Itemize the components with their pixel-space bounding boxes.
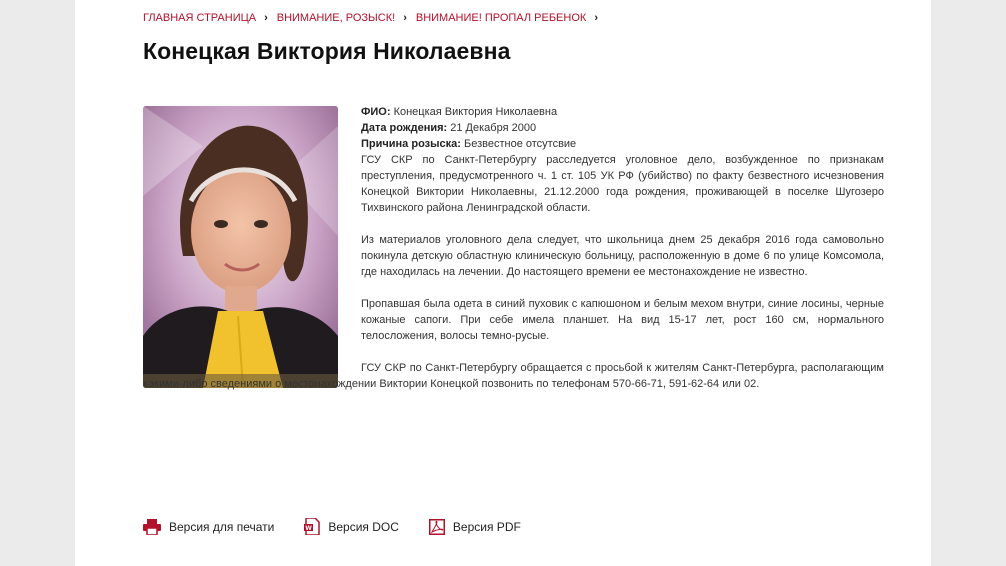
svg-text:W: W bbox=[305, 524, 313, 532]
word-doc-icon bbox=[304, 518, 320, 535]
pdf-version-label: Версия PDF bbox=[452, 519, 521, 534]
dob-label: Дата рождения: bbox=[361, 122, 448, 134]
paragraph-circumstances: Из материалов уголовного дела следует, что школьница днем 25 декабря 2016 года самовольно покинула детскую областную клиническую больницу, расположенную в доме 6 по улице Комсомола, где находилась на лечении. До настоящего времени ее местонахождение не известно. bbox=[361, 234, 884, 278]
breadcrumb-wanted-link[interactable]: ВНИМАНИЕ, РОЗЫСК! bbox=[276, 12, 396, 24]
chevron-right-icon: › bbox=[403, 12, 407, 24]
chevron-right-icon: › bbox=[594, 12, 598, 24]
print-version-label: Версия для печати bbox=[169, 519, 275, 534]
reason-row bbox=[361, 136, 884, 152]
pdf-version-link[interactable] bbox=[429, 519, 521, 535]
doc-version-label: Версия DOC bbox=[328, 519, 399, 534]
fio-label: ФИО: bbox=[361, 106, 391, 118]
printer-icon bbox=[143, 519, 161, 535]
download-links bbox=[143, 518, 551, 535]
paragraph-description: Пропавшая была одета в синий пуховик с капюшоном и белым мехом внутри, синие лосины, черные кожаные сапоги. При себе имела планшет. На вид 15-17 лет, рост 160 см, нормального телосложения, волосы темно-русые. bbox=[361, 298, 884, 342]
fio-value: Конецкая Виктория Николаевна bbox=[393, 106, 558, 118]
reason-label: Причина розыска: bbox=[361, 138, 461, 150]
article-content bbox=[143, 104, 884, 392]
page-title: Конецкая Виктория Николаевна bbox=[143, 38, 511, 64]
reason-value: Безвестное отсутсвие bbox=[463, 138, 577, 150]
pdf-icon bbox=[429, 519, 445, 535]
doc-version-link[interactable] bbox=[304, 518, 399, 535]
breadcrumb-home-link[interactable]: ГЛАВНАЯ СТРАНИЦА bbox=[143, 12, 257, 24]
breadcrumb bbox=[143, 12, 607, 24]
print-version-link[interactable] bbox=[143, 519, 274, 535]
page-container bbox=[75, 0, 931, 566]
dob-value: 21 Декабря 2000 bbox=[450, 122, 537, 134]
chevron-right-icon: › bbox=[264, 12, 268, 24]
breadcrumb-missing-child-link[interactable]: ВНИМАНИЕ! ПРОПАЛ РЕБЕНОК bbox=[415, 12, 587, 24]
paragraph-appeal-text: ГСУ СКР по Санкт-Петербургу обращается с просьбой к жителям Санкт-Петербурга, располагающим какими-либо сведениями о местонахождении Виктории Конецкой позвонить по телефонам 570-66-71, 591-62-64 или 02. bbox=[143, 362, 884, 390]
fio-row bbox=[361, 104, 884, 120]
paragraph-appeal bbox=[143, 360, 884, 392]
paragraph-case: ГСУ СКР по Санкт-Петербургу расследуется уголовное дело, возбужденное по признакам преступления, предусмотренного ч. 1 ст. 105 УК РФ (убийство) по факту безвестного исчезновения Конецкой Виктории Николаевны, 21.12.2000 года рождения, проживающей в поселке Шугозеро Тихвинского района Ленинградской области. bbox=[361, 154, 884, 214]
dob-row bbox=[361, 120, 884, 136]
